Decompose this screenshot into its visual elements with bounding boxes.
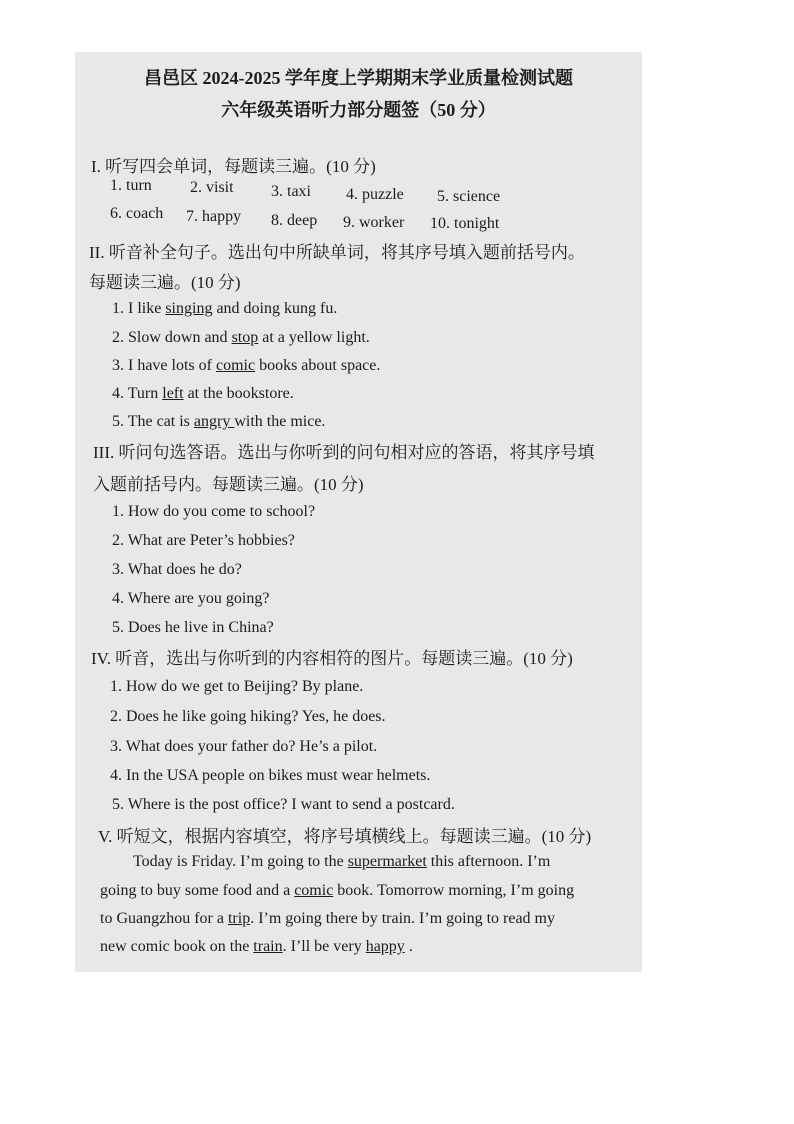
- dialogue-item: 5. Where is the post office? I want to send a postcard.: [112, 796, 455, 813]
- question-item: 2. What are Peter’s hobbies?: [112, 532, 295, 549]
- dialogue-item: 1. How do we get to Beijing? By plane.: [110, 678, 364, 695]
- sentence-item: 2. Slow down and stop at a yellow light.: [112, 329, 370, 346]
- sentence-item: 1. I like singing and doing kung fu.: [112, 300, 338, 317]
- question-item: 3. What does he do?: [112, 561, 242, 578]
- dialogue-item: 2. Does he like going hiking? Yes, he does.: [110, 708, 386, 725]
- section3-heading: III. 听问句选答语。选出与你听到的问句相对应的答语，将其序号填: [93, 443, 595, 462]
- exam-subtitle: 六年级英语听力部分题签（50 分）: [221, 100, 496, 120]
- section1-heading: I. 听写四会单词，每题读三遍。(10 分): [91, 157, 376, 176]
- word-item: 6. coach: [110, 205, 164, 222]
- word-item: 2. visit: [190, 179, 234, 196]
- sentence-item: 3. I have lots of comic books about space.: [112, 357, 381, 374]
- section2-heading-cont: 每题读三遍。(10 分): [89, 273, 241, 292]
- word-item: 9. worker: [343, 214, 405, 231]
- answer-word: supermarket: [347, 853, 427, 870]
- dialogue-item: 4. In the USA people on bikes must wear helmets.: [110, 767, 431, 784]
- question-item: 1. How do you come to school?: [112, 503, 316, 520]
- word-item: 3. taxi: [271, 183, 311, 200]
- exam-title: 昌邑区 2024-2025 学年度上学期期末学业质量检测试题: [144, 68, 573, 88]
- word-item: 5. science: [437, 188, 501, 205]
- section4-heading: IV. 听音，选出与你听到的内容相符的图片。每题读三遍。(10 分): [91, 649, 573, 668]
- word-item: 10. tonight: [430, 215, 500, 232]
- sentence-item: 4. Turn left at the bookstore.: [112, 385, 294, 402]
- passage-line: Today is Friday. I’m going to the supermarket this afternoon. I’m: [133, 853, 551, 870]
- answer-word: comic: [215, 357, 256, 374]
- passage-line: new comic book on the train. I’ll be very happy .: [100, 938, 413, 955]
- section5-heading: V. 听短文，根据内容填空，将序号填横线上。每题读三遍。(10 分): [98, 827, 592, 846]
- word-item: 8. deep: [271, 212, 318, 229]
- answer-word: angry: [193, 413, 235, 430]
- passage-line: going to buy some food and a comic book. Tomorrow morning, I’m going: [100, 882, 575, 899]
- section2-heading: II. 听音补全句子。选出句中所缺单词，将其序号填入题前括号内。: [89, 243, 585, 262]
- answer-word: stop: [231, 329, 259, 346]
- exam-paper: [75, 52, 642, 972]
- sentence-item: 5. The cat is angry with the mice.: [112, 413, 326, 430]
- dialogue-item: 3. What does your father do? He’s a pilot.: [110, 738, 378, 755]
- word-item: 7. happy: [186, 208, 242, 225]
- question-item: 5. Does he live in China?: [112, 619, 274, 636]
- answer-word: happy: [365, 938, 405, 955]
- answer-word: left: [162, 385, 184, 402]
- passage-line: to Guangzhou for a trip. I’m going there by train. I’m going to read my: [100, 910, 555, 927]
- question-item: 4. Where are you going?: [112, 590, 270, 607]
- answer-word: singing: [165, 300, 213, 317]
- answer-word: comic: [294, 882, 334, 899]
- answer-word: train: [253, 938, 283, 955]
- section3-heading-cont: 入题前括号内。每题读三遍。(10 分): [93, 475, 364, 494]
- answer-word: trip: [227, 910, 251, 927]
- word-item: 1. turn: [110, 177, 152, 194]
- word-item: 4. puzzle: [346, 186, 404, 203]
